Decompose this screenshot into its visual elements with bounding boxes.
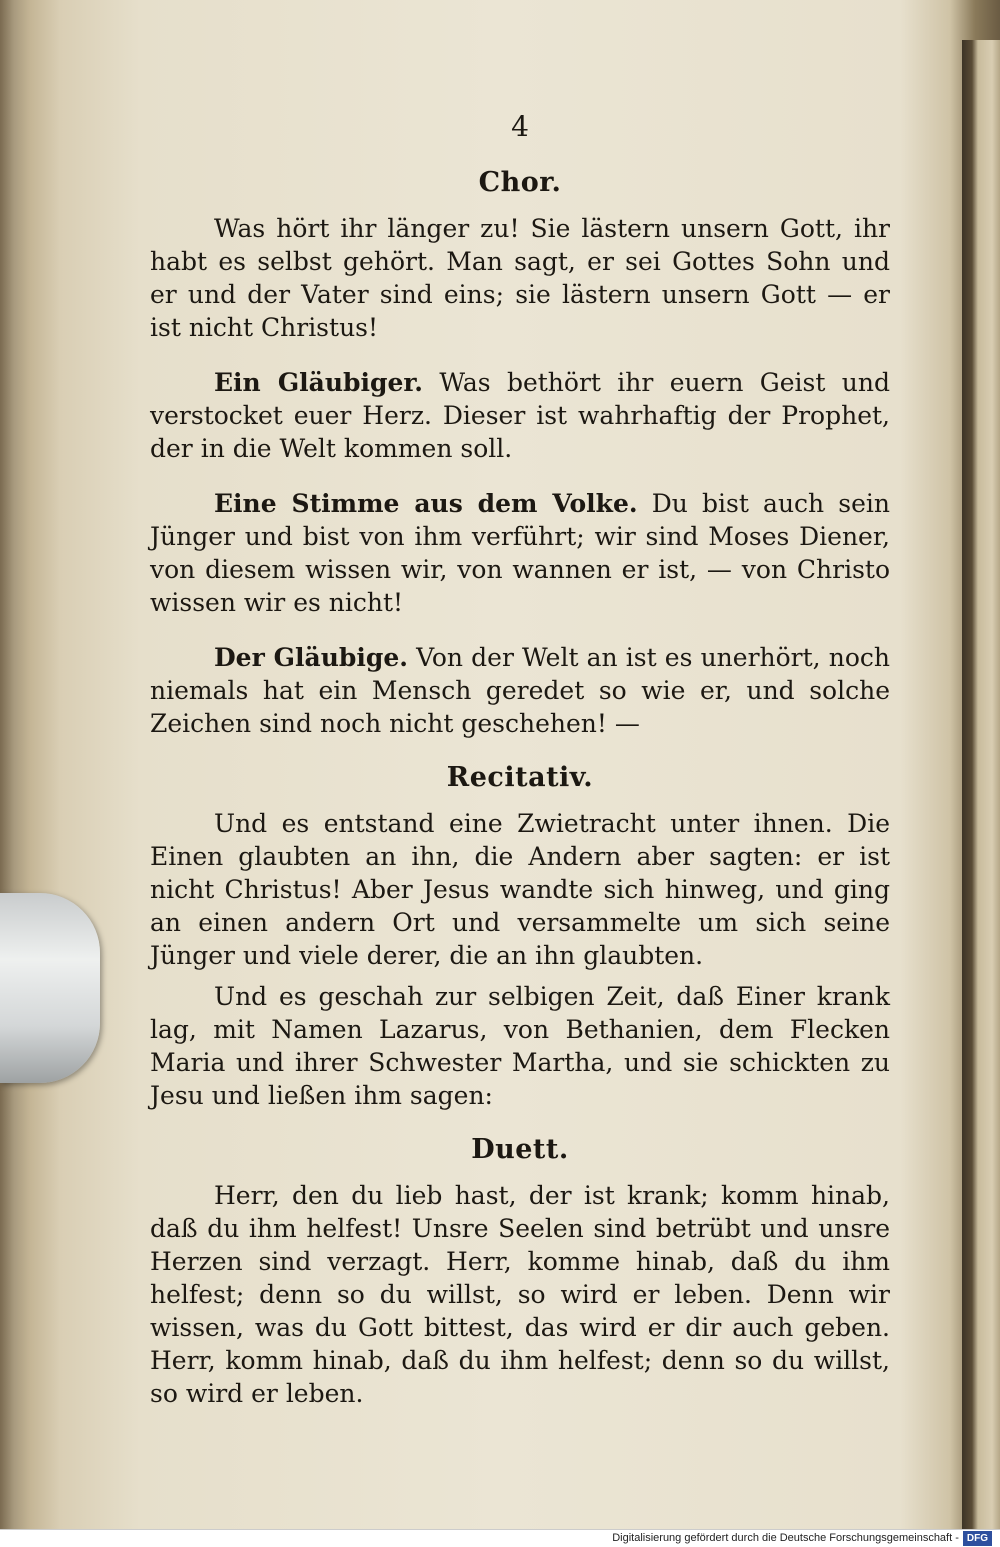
paragraph-glaeubiger bbox=[150, 366, 890, 465]
paragraph-chor: Was hört ihr länger zu! Sie lästern unsern Gott, ihr habt es selbst gehört. Man sagt, er sei Gottes Sohn und er und der Vater sind eins; sie lästern unsern Gott — er ist nicht Christus! bbox=[150, 214, 890, 342]
paragraph-recitativ-2: Und es geschah zur selbigen Zeit, daß Einer krank lag, mit Namen Lazarus, von Bethanien, dem Flecken Maria und ihrer Schwester Martha, und sie schickten zu Jesu und ließen ihm sagen: bbox=[150, 982, 890, 1110]
speaker-text: Du bist auch sein Jünger und bist von ihm verführt; wir sind Moses Diener, von diesem wissen wir, von wannen er ist, — von Christo wissen wir es nicht! bbox=[150, 489, 890, 617]
speaker-label: Der Gläubige. bbox=[214, 643, 408, 672]
speaker-text: Von der Welt an ist es unerhört, noch niemals hat ein Mensch geredet so wie er, und solche Zeichen sind noch nicht geschehen! — bbox=[150, 643, 891, 738]
heading-recitativ: Recitativ. bbox=[446, 762, 594, 793]
footer-text: Digitalisierung gefördert durch die Deutsche Forschungsgemeinschaft - bbox=[612, 1532, 959, 1544]
heading-duett: Duett. bbox=[471, 1134, 569, 1165]
paragraph-stimme-volk bbox=[150, 487, 890, 619]
metal-clip bbox=[0, 893, 100, 1083]
speaker-label: Eine Stimme aus dem Volke. bbox=[214, 489, 638, 518]
page-number: 4 bbox=[511, 110, 529, 143]
paragraph-der-glaeubige bbox=[150, 641, 890, 740]
paragraph-duett: Herr, den du lieb hast, der ist krank; komm hinab, daß du ihm helfest! Unsre Seelen sind betrübt und unsre Herzen sind verzagt. Herr, komme hinab, daß du ihm helfest; denn so du willst, so wird er leben. Denn wir wissen, was du Gott bittest, das wird er dir auch geben. Herr, komm hinab, daß du ihm helfest; denn so du willst, so wird er leben. bbox=[150, 1181, 890, 1408]
paragraph-recitativ-1: Und es entstand eine Zwietracht unter ihnen. Die Einen glaubten an ihn, die Andern aber sagten: er ist nicht Christus! Aber Jesus wandte sich hinweg, und ging an einen andern Ort und versammelte um sich seine Jünger und viele derer, die an ihn glaubten. bbox=[150, 809, 890, 970]
speaker-text: Was bethört ihr euern Geist und verstocket euer Herz. Dieser ist wahrhaftig der Prophet, der in die Welt kommen soll. bbox=[150, 368, 890, 463]
book-spine bbox=[962, 40, 1000, 1530]
page-content bbox=[150, 110, 890, 1432]
heading-chor: Chor. bbox=[478, 167, 562, 198]
digitization-footer bbox=[0, 1529, 1000, 1547]
dfg-logo: DFG bbox=[963, 1531, 992, 1546]
speaker-label: Ein Gläubiger. bbox=[214, 368, 423, 397]
